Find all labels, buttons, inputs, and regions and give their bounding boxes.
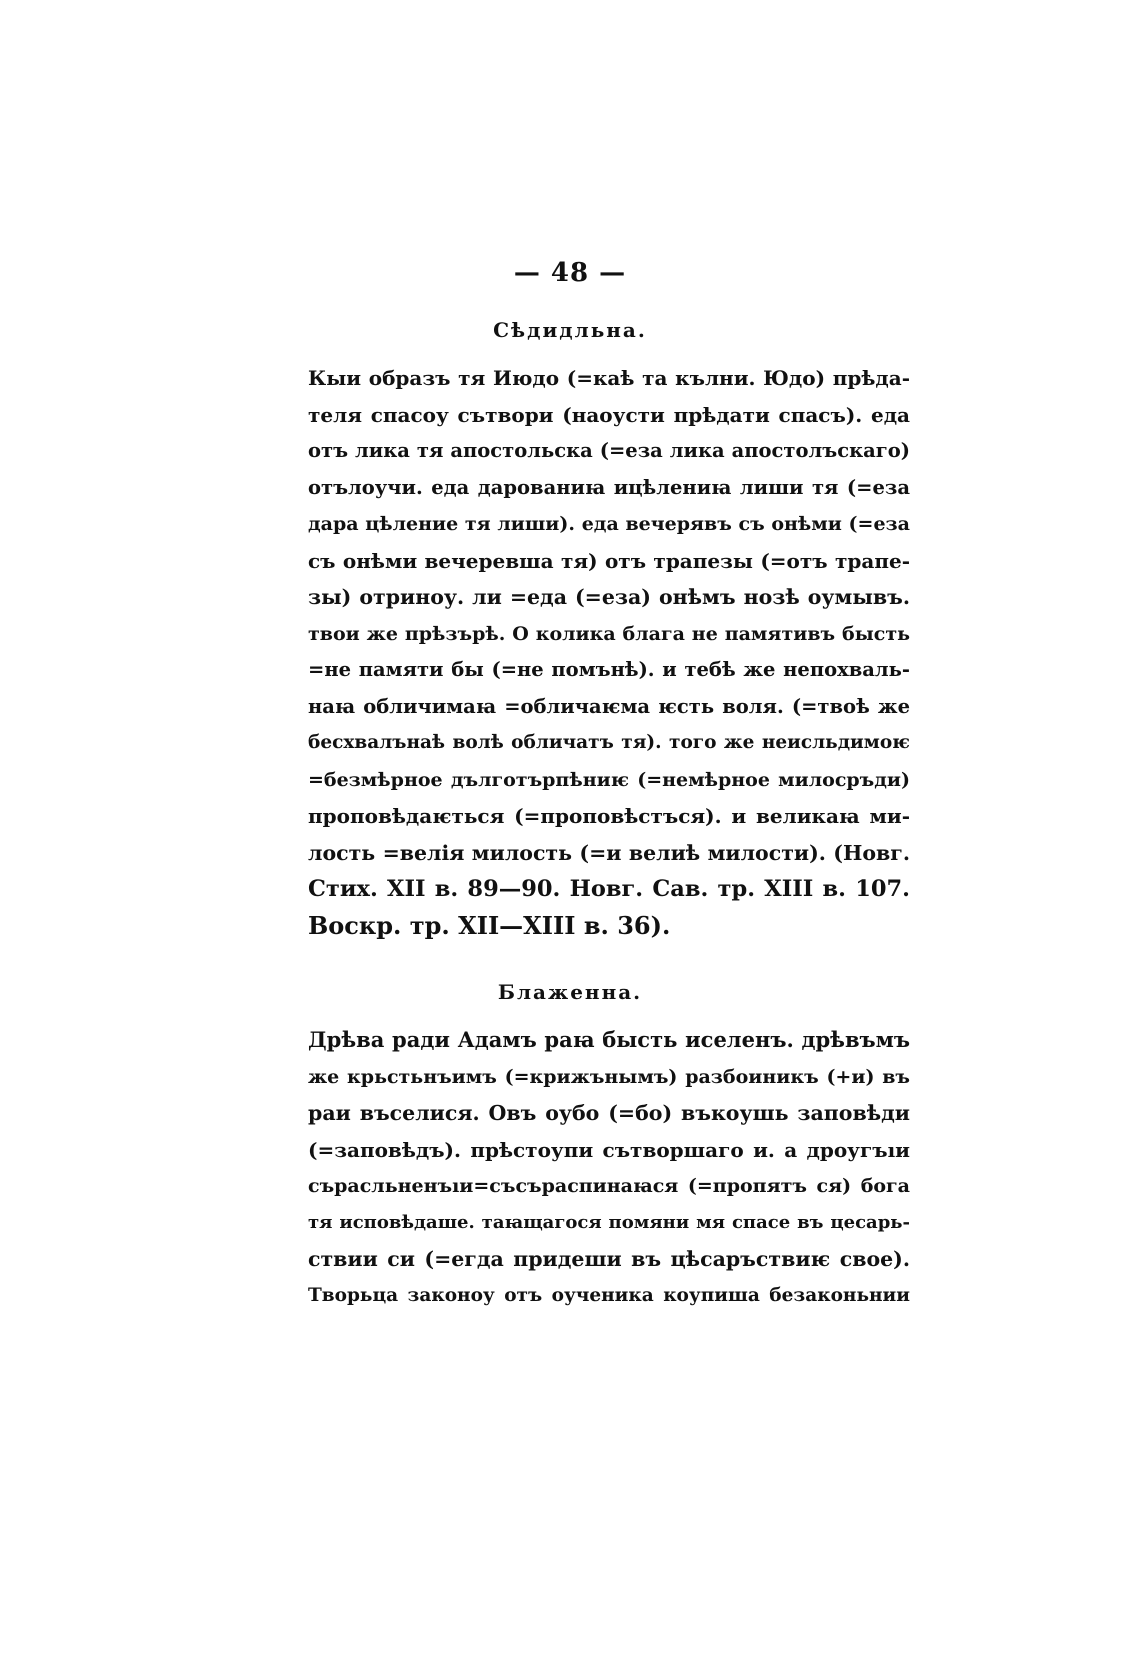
- text-line: же крьстьнъимъ (=крижънымъ) разбоиникъ (+и) въ: [308, 1065, 910, 1088]
- text-line: бесхвалънаѣ волѣ обличатъ тя). того же неисльдимоѥ: [308, 732, 910, 753]
- text-line: (=заповѣдъ). прѣстоупи сътворшаго и. а дроугъıи: [308, 1137, 910, 1162]
- text-line: зы) отриноу. ли =еда (=еза) онѣмъ нозѣ оумывъ.: [308, 585, 910, 609]
- text-line: отълоучи. еда дарованиꙗ ицѣлениꙗ лиши тя (=еза: [308, 475, 910, 499]
- text-line: отъ лика тя апостольска (=еза лика апостолъскаго): [308, 439, 910, 462]
- text-line: Воскр. тр. XII—XIII в. 36).: [308, 910, 671, 940]
- section-text-blazhenna: [308, 1022, 910, 1314]
- text-line: съ онѣми вечеревша тя) отъ трапезы (=отъ трапе-: [308, 548, 910, 573]
- text-line: сърасльненъıи=съсъраспинаꙗся (=пропятъ ся) бога: [308, 1175, 910, 1197]
- section-heading-sedalna: Сѣдидльна.: [493, 318, 647, 342]
- text-line: ствии си (=егда придеши въ цѣсаръствиѥ свое).: [308, 1247, 910, 1271]
- section-heading-blazhenna: Блаженна.: [497, 980, 643, 1004]
- text-line: Дрѣва ради Адамъ раꙗ бысть иселенъ. дрѣвъмъ: [308, 1027, 910, 1052]
- text-line: дара цѣление тя лиши). еда вечерявъ съ онѣми (=еза: [308, 513, 910, 535]
- section-text-sedalna: [308, 360, 910, 944]
- text-line: раи въселися. Овъ оубо (=бо) въкоушь заповѣди: [308, 1101, 910, 1125]
- text-line: =не памяти бы (=не помънѣ). и тебѣ же непохваль-: [308, 658, 910, 681]
- text-line: твои же прѣзърѣ. О колика блага не памятивъ бысть: [308, 622, 910, 645]
- text-line: =безмѣрное дълготърпѣниѥ (=немѣрное милосръди): [308, 768, 910, 791]
- text-line: проповѣдаѥться (=проповѣстъся). и великаꙗ ми-: [308, 804, 910, 828]
- text-line: теля спасоу сътвори (наоусти прѣдати спасъ). еда: [308, 402, 910, 427]
- text-line: наꙗ обличимаꙗ =обличаѥма ѥсть воля. (=твоѣ же: [308, 694, 910, 718]
- text-line: Стих. XII в. 89—90. Новг. Сав. тр. XIII в. 107.: [308, 876, 910, 902]
- text-line: тя исповѣдаше. таꙗщагося помяни мя спасе въ цесарь-: [308, 1211, 910, 1233]
- text-line: Творьца законоу отъ оученика коупиша безаконьнии: [308, 1284, 910, 1306]
- page-number: — 48 —: [513, 258, 627, 288]
- text-line: лость =велія милость (=и велиѣ милости). (Новг.: [308, 840, 910, 865]
- text-line: Кыи образъ тя Июдо (=каѣ та кълни. Юдо) прѣда-: [308, 366, 910, 390]
